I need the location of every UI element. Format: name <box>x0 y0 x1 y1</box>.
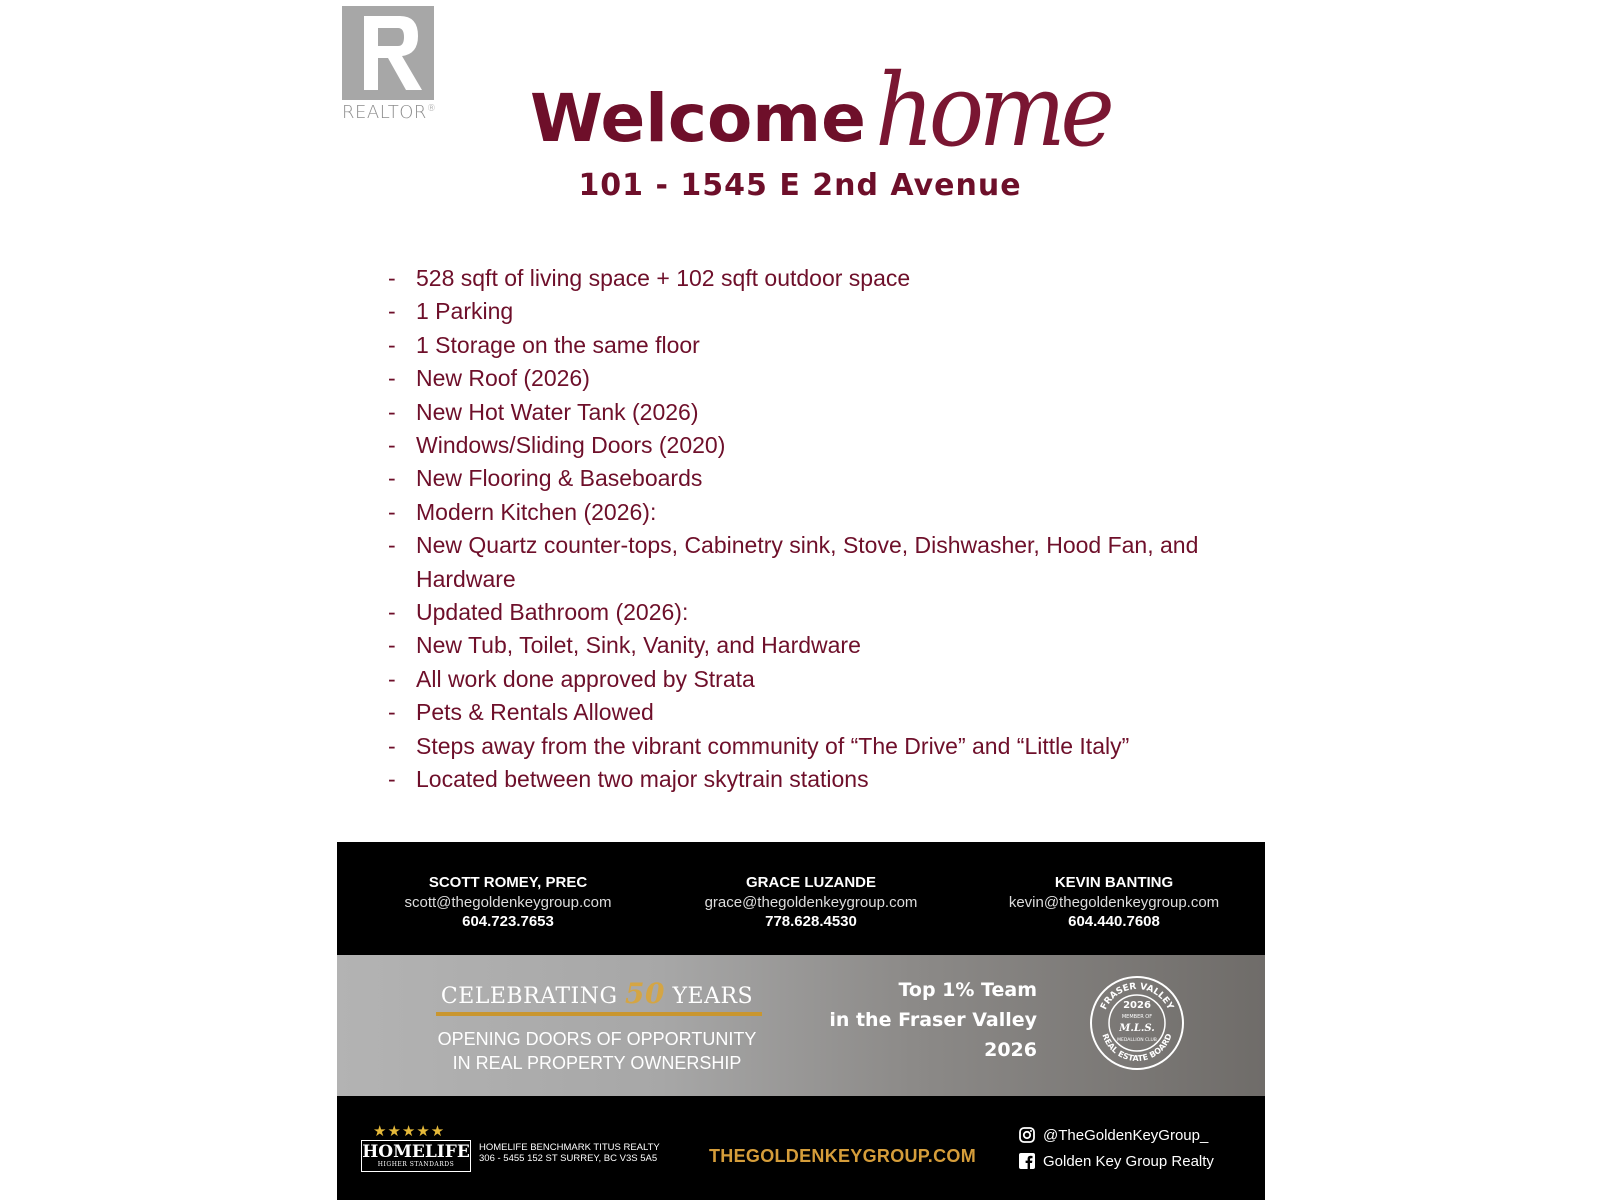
feature-text: Pets & Rentals Allowed <box>416 699 654 726</box>
feature-text: New Quartz counter-tops, Cabinetry sink, Stove, Dishwasher, Hood Fan, and Hardware <box>416 532 1199 592</box>
opening-doors-tagline <box>417 1027 777 1075</box>
instagram-handle: @TheGoldenKeyGroup_ <box>1043 1126 1209 1144</box>
social-links <box>1019 1122 1214 1174</box>
feature-text: Steps away from the vibrant community of “The Drive” and “Little Italy” <box>416 732 1130 759</box>
agent-name: GRACE LUZANDE <box>746 874 876 891</box>
feature-item <box>388 429 1208 462</box>
agent-email[interactable]: grace@thegoldenkeygroup.com <box>704 894 918 911</box>
promo-band <box>337 955 1265 1096</box>
realtor-wordmark: REALTOR <box>342 102 427 123</box>
feature-text: Windows/Sliding Doors (2020) <box>416 432 726 459</box>
tagline-line: OPENING DOORS OF OPPORTUNITY <box>437 1029 757 1049</box>
bullet-dash: - <box>388 331 396 358</box>
website-link[interactable]: THEGOLDENKEYGROUP.COM <box>709 1146 976 1166</box>
homelife-tagline: HIGHER STANDARDS <box>377 1161 455 1168</box>
bullet-dash: - <box>388 766 396 793</box>
feature-text: New Flooring & Baseboards <box>416 465 703 492</box>
medallion-club-seal-icon <box>1089 975 1185 1071</box>
agent-card <box>964 874 1264 930</box>
brokerage-address: 306 - 5455 152 ST SURREY, BC V3S 5A5 <box>479 1153 658 1164</box>
footer-band <box>337 1096 1265 1200</box>
feature-text: Located between two major skytrain stations <box>416 766 869 793</box>
welcome-text: Welcome <box>530 80 866 157</box>
feature-item <box>388 496 1208 529</box>
homelife-logo <box>361 1123 473 1174</box>
feature-text: 1 Parking <box>416 298 514 325</box>
feature-list <box>388 262 1208 797</box>
home-script-text: home <box>875 52 1110 169</box>
bullet-dash: - <box>388 665 396 692</box>
agent-name: KEVIN BANTING <box>1054 874 1174 891</box>
years-text: YEARS <box>672 984 754 1009</box>
feature-text: 1 Storage on the same floor <box>416 331 700 358</box>
homelife-stars-icon: ★★★★★ <box>373 1123 446 1140</box>
feature-text: New Hot Water Tank (2026) <box>416 398 699 425</box>
feature-item <box>388 462 1208 495</box>
feature-item <box>388 329 1208 362</box>
agent-phone[interactable]: 604.723.7653 <box>462 913 554 930</box>
svg-text:MEMBER OF: MEMBER OF <box>1121 1014 1153 1020</box>
feature-item <box>388 396 1208 429</box>
agent-email[interactable]: kevin@thegoldenkeygroup.com <box>1008 894 1220 911</box>
bullet-dash: - <box>388 365 396 392</box>
top-team-award <box>817 975 1037 1065</box>
instagram-link[interactable] <box>1019 1122 1214 1148</box>
feature-text: Modern Kitchen (2026): <box>416 498 657 525</box>
feature-item <box>388 763 1208 796</box>
bullet-dash: - <box>388 265 396 291</box>
feature-item <box>388 730 1208 763</box>
feature-item <box>388 696 1208 729</box>
agent-phone[interactable]: 604.440.7608 <box>1068 913 1160 930</box>
feature-item <box>388 529 1208 596</box>
feature-item <box>388 295 1208 328</box>
fifty-years-number: 50 <box>625 977 666 1010</box>
tagline-line: IN REAL PROPERTY OWNERSHIP <box>452 1053 742 1073</box>
feature-text: Updated Bathroom (2026): <box>416 599 689 626</box>
celebrating-heading <box>437 977 757 1010</box>
bullet-dash: - <box>388 732 396 759</box>
bullet-dash: - <box>388 699 396 726</box>
feature-item <box>388 362 1208 395</box>
facebook-page: Golden Key Group Realty <box>1043 1152 1214 1170</box>
agent-phone[interactable]: 778.628.4530 <box>765 913 857 930</box>
bullet-dash: - <box>388 398 396 425</box>
svg-text:MEDALLION CLUB: MEDALLION CLUB <box>1117 1038 1157 1043</box>
facebook-link[interactable] <box>1019 1148 1214 1174</box>
bullet-dash: - <box>388 599 396 626</box>
bullet-dash: - <box>388 532 396 559</box>
gold-divider <box>436 1012 762 1016</box>
bullet-dash: - <box>388 432 396 459</box>
award-year: 2026 <box>984 1039 1037 1061</box>
property-address: 101 - 1545 E 2nd Avenue <box>578 168 1022 203</box>
bullet-dash: - <box>388 632 396 659</box>
facebook-icon <box>1019 1153 1035 1169</box>
feature-item <box>388 663 1208 696</box>
agent-email[interactable]: scott@thegoldenkeygroup.com <box>404 894 612 911</box>
agent-card <box>661 874 961 930</box>
feature-text: New Tub, Toilet, Sink, Vanity, and Hardware <box>416 632 861 659</box>
feature-item <box>388 262 1208 295</box>
headline <box>530 52 1110 169</box>
agent-card <box>358 874 658 930</box>
registered-mark: ® <box>426 104 437 114</box>
feature-text: New Roof (2026) <box>416 365 590 392</box>
agent-contact-band <box>337 842 1265 955</box>
feature-item <box>388 629 1208 662</box>
homelife-name: HOMELIFE <box>362 1142 470 1162</box>
celebrating-text: CELEBRATING <box>440 984 618 1009</box>
bullet-dash: - <box>388 465 396 492</box>
svg-text:REAL ESTATE BOARD: REAL ESTATE BOARD <box>1100 1032 1174 1064</box>
realtor-r-icon <box>342 6 434 100</box>
svg-text:FRASER VALLEY: FRASER VALLEY <box>1099 981 1175 1012</box>
realtor-logo <box>342 6 442 123</box>
feature-text: All work done approved by Strata <box>416 665 755 692</box>
award-line: in the Fraser Valley <box>829 1009 1037 1031</box>
award-line: Top 1% Team <box>898 979 1037 1001</box>
svg-text:2026: 2026 <box>1123 1000 1151 1011</box>
svg-text:M.L.S.: M.L.S. <box>1119 1023 1155 1034</box>
bullet-dash: - <box>388 498 396 525</box>
feature-text: 528 sqft of living space + 102 sqft outdoor space <box>416 265 911 291</box>
bullet-dash: - <box>388 298 396 325</box>
brokerage-name: HOMELIFE BENCHMARK TITUS REALTY <box>479 1142 660 1153</box>
agent-name: SCOTT ROMEY, PREC <box>428 874 588 891</box>
instagram-icon <box>1019 1127 1035 1143</box>
brokerage-info <box>479 1142 660 1164</box>
feature-item <box>388 596 1208 629</box>
